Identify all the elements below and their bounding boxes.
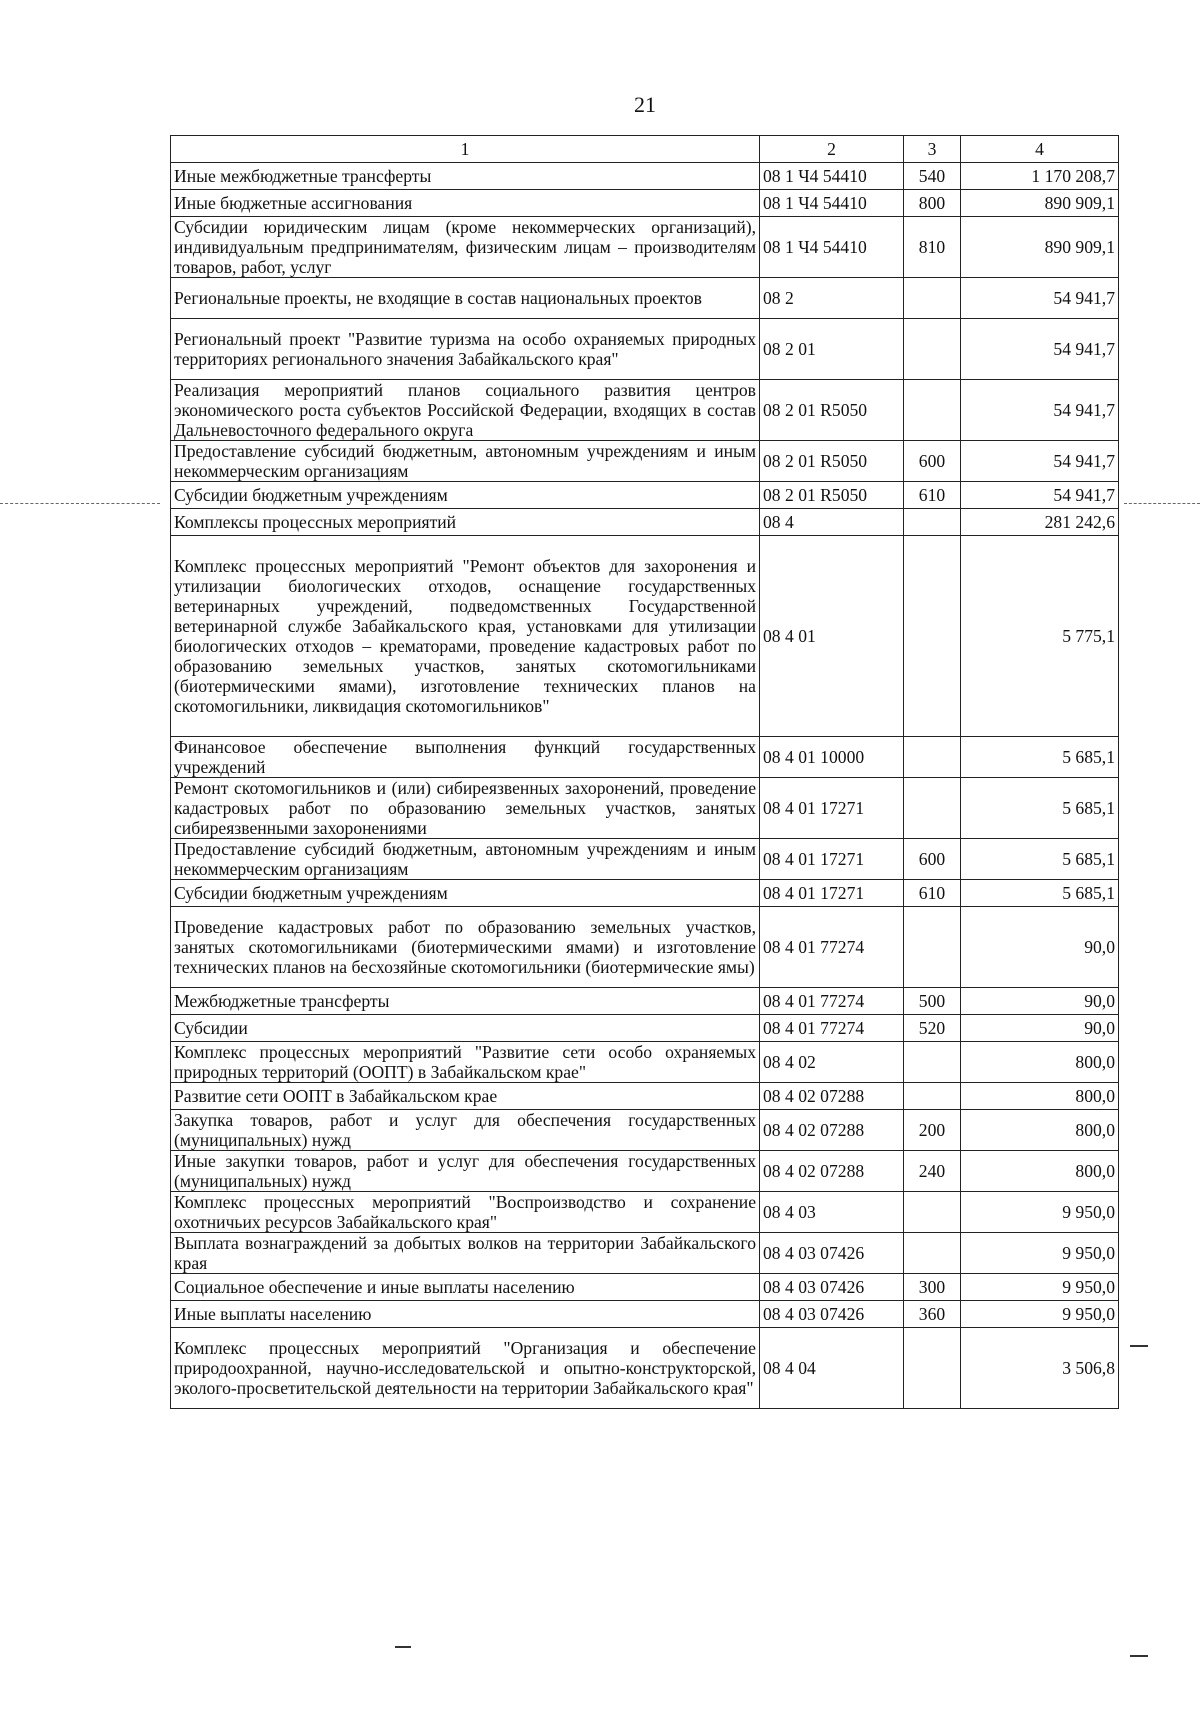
row-amount: 5 685,1 (961, 880, 1119, 907)
row-code: 08 4 01 77274 (760, 1015, 904, 1042)
row-name: Проведение кадастровых работ по образованию земельных участков, занятых скотомогильниками (биотермическими ямами) и изготовление технических планов на бесхозяйные скотомогильники (биотермические ямы) (171, 907, 760, 988)
row-code: 08 1 Ч4 54410 (760, 163, 904, 190)
budget-table (170, 135, 1119, 1409)
row-code: 08 4 02 07288 (760, 1083, 904, 1110)
row-code: 08 1 Ч4 54410 (760, 217, 904, 278)
row-name: Развитие сети ООПТ в Забайкальском крае (171, 1083, 760, 1110)
row-code: 08 4 01 (760, 536, 904, 737)
scan-mark (1130, 1655, 1148, 1657)
header-row (171, 136, 1119, 163)
row-amount: 90,0 (961, 1015, 1119, 1042)
row-code: 08 2 01 R5050 (760, 482, 904, 509)
row-amount: 54 941,7 (961, 278, 1119, 319)
row-name: Субсидии бюджетным учреждениям (171, 482, 760, 509)
table-row (171, 1083, 1119, 1110)
row-type (904, 509, 961, 536)
table-row (171, 536, 1119, 737)
row-name: Комплекс процессных мероприятий "Воспроизводство и сохранение охотничьих ресурсов Забайкальского края" (171, 1192, 760, 1233)
row-code: 08 4 01 77274 (760, 988, 904, 1015)
row-code: 08 4 01 17271 (760, 778, 904, 839)
row-name: Иные выплаты населению (171, 1301, 760, 1328)
row-amount: 800,0 (961, 1083, 1119, 1110)
row-name: Комплекс процессных мероприятий "Развитие сети особо охраняемых природных территорий (ООПТ) в Забайкальском крае" (171, 1042, 760, 1083)
table-row (171, 190, 1119, 217)
table-row (171, 380, 1119, 441)
row-name: Предоставление субсидий бюджетным, автономным учреждениям и иным некоммерческим организациям (171, 441, 760, 482)
row-type: 810 (904, 217, 961, 278)
row-amount: 5 685,1 (961, 839, 1119, 880)
row-type: 200 (904, 1110, 961, 1151)
row-amount: 9 950,0 (961, 1301, 1119, 1328)
row-type (904, 1083, 961, 1110)
table-row (171, 1233, 1119, 1274)
column-header-name: 1 (171, 136, 760, 163)
column-header-type: 3 (904, 136, 961, 163)
row-name: Субсидии (171, 1015, 760, 1042)
table-row (171, 482, 1119, 509)
row-code: 08 2 (760, 278, 904, 319)
row-amount: 90,0 (961, 988, 1119, 1015)
row-amount: 5 685,1 (961, 778, 1119, 839)
row-type: 540 (904, 163, 961, 190)
row-name: Комплекс процессных мероприятий "Ремонт объектов для захоронения и утилизации биологических отходов, оснащение государственных ветеринарных учреждений, подведомственных Государственной ветеринарной службе Забайкальского края, установками для утилизации биологических отходов – крематорами, проведение кадастровых работ по образованию земельных участков, занятых скотомогильниками (биотермическими ямами), изготовление технических планов на скотомогильники, ликвидация скотомогильников" (171, 536, 760, 737)
table-row (171, 1042, 1119, 1083)
row-amount: 9 950,0 (961, 1274, 1119, 1301)
row-type: 600 (904, 839, 961, 880)
column-header-amount: 4 (961, 136, 1119, 163)
row-name: Региональный проект "Развитие туризма на особо охраняемых природных территориях регионального значения Забайкальского края" (171, 319, 760, 380)
row-name: Ремонт скотомогильников и (или) сибиреязвенных захоронений, проведение кадастровых работ по образованию земельных участков, занятых сибиреязвенными захоронениями (171, 778, 760, 839)
table-row (171, 1301, 1119, 1328)
row-type (904, 1192, 961, 1233)
table-row (171, 778, 1119, 839)
scan-line-right (1124, 503, 1200, 504)
table-row (171, 1192, 1119, 1233)
row-amount: 54 941,7 (961, 380, 1119, 441)
row-amount: 5 775,1 (961, 536, 1119, 737)
row-code: 08 4 (760, 509, 904, 536)
row-type: 360 (904, 1301, 961, 1328)
table-row (171, 839, 1119, 880)
table-row (171, 880, 1119, 907)
row-amount: 54 941,7 (961, 482, 1119, 509)
row-name: Финансовое обеспечение выполнения функций государственных учреждений (171, 737, 760, 778)
row-type (904, 536, 961, 737)
row-name: Закупка товаров, работ и услуг для обеспечения государственных (муниципальных) нужд (171, 1110, 760, 1151)
row-type (904, 778, 961, 839)
table-row (171, 319, 1119, 380)
row-name: Иные бюджетные ассигнования (171, 190, 760, 217)
table-row (171, 163, 1119, 190)
row-amount: 890 909,1 (961, 217, 1119, 278)
row-name: Межбюджетные трансферты (171, 988, 760, 1015)
row-name: Комплексы процессных мероприятий (171, 509, 760, 536)
table-row (171, 1151, 1119, 1192)
row-amount: 90,0 (961, 907, 1119, 988)
row-type (904, 1328, 961, 1409)
row-code: 08 4 03 07426 (760, 1301, 904, 1328)
table-row (171, 1328, 1119, 1409)
row-type (904, 907, 961, 988)
row-type: 240 (904, 1151, 961, 1192)
scan-line-left (0, 503, 160, 504)
row-name: Социальное обеспечение и иные выплаты населению (171, 1274, 760, 1301)
row-code: 08 4 01 17271 (760, 839, 904, 880)
row-type: 300 (904, 1274, 961, 1301)
row-code: 08 4 02 07288 (760, 1151, 904, 1192)
row-type: 600 (904, 441, 961, 482)
row-name: Субсидии юридическим лицам (кроме некоммерческих организаций), индивидуальным предпринимателям, физическим лицам – производителям товаров, работ, услуг (171, 217, 760, 278)
row-amount: 890 909,1 (961, 190, 1119, 217)
row-name: Иные межбюджетные трансферты (171, 163, 760, 190)
row-type: 520 (904, 1015, 961, 1042)
row-type (904, 319, 961, 380)
table-row (171, 1110, 1119, 1151)
row-amount: 281 242,6 (961, 509, 1119, 536)
table-row (171, 988, 1119, 1015)
row-name: Реализация мероприятий планов социального развития центров экономического роста субъектов Российской Федерации, входящих в состав Дальневосточного федерального округа (171, 380, 760, 441)
row-type (904, 278, 961, 319)
row-code: 08 4 04 (760, 1328, 904, 1409)
row-amount: 54 941,7 (961, 319, 1119, 380)
table-row (171, 509, 1119, 536)
row-type: 800 (904, 190, 961, 217)
page-number: 21 (634, 92, 656, 117)
column-header-code: 2 (760, 136, 904, 163)
row-type (904, 1233, 961, 1274)
table-row (171, 441, 1119, 482)
table-row (171, 278, 1119, 319)
row-code: 08 4 03 (760, 1192, 904, 1233)
row-type: 610 (904, 880, 961, 907)
row-code: 08 4 01 10000 (760, 737, 904, 778)
scan-mark (395, 1646, 411, 1648)
row-name: Субсидии бюджетным учреждениям (171, 880, 760, 907)
row-name: Предоставление субсидий бюджетным, автономным учреждениям и иным некоммерческим организациям (171, 839, 760, 880)
row-type: 610 (904, 482, 961, 509)
row-code: 08 4 02 (760, 1042, 904, 1083)
row-code: 08 2 01 R5050 (760, 441, 904, 482)
row-name: Комплекс процессных мероприятий "Организация и обеспечение природоохранной, научно-исследовательской и опытно-конструкторской, эколого-просветительской деятельности на территории Забайкальского края" (171, 1328, 760, 1409)
row-amount: 800,0 (961, 1042, 1119, 1083)
row-amount: 5 685,1 (961, 737, 1119, 778)
row-code: 08 2 01 R5050 (760, 380, 904, 441)
row-type (904, 1042, 961, 1083)
row-amount: 800,0 (961, 1151, 1119, 1192)
row-name: Иные закупки товаров, работ и услуг для обеспечения государственных (муниципальных) нужд (171, 1151, 760, 1192)
table-row (171, 1274, 1119, 1301)
row-code: 08 4 01 77274 (760, 907, 904, 988)
row-code: 08 4 03 07426 (760, 1274, 904, 1301)
row-code: 08 4 01 17271 (760, 880, 904, 907)
row-name: Выплата вознаграждений за добытых волков на территории Забайкальского края (171, 1233, 760, 1274)
row-name: Региональные проекты, не входящие в состав национальных проектов (171, 278, 760, 319)
row-code: 08 4 02 07288 (760, 1110, 904, 1151)
row-amount: 3 506,8 (961, 1328, 1119, 1409)
row-type (904, 737, 961, 778)
scan-mark (1130, 1345, 1148, 1347)
row-amount: 1 170 208,7 (961, 163, 1119, 190)
row-amount: 9 950,0 (961, 1192, 1119, 1233)
row-amount: 54 941,7 (961, 441, 1119, 482)
row-amount: 800,0 (961, 1110, 1119, 1151)
table-row (171, 737, 1119, 778)
table-row (171, 907, 1119, 988)
row-code: 08 1 Ч4 54410 (760, 190, 904, 217)
row-type: 500 (904, 988, 961, 1015)
table-row (171, 217, 1119, 278)
row-type (904, 380, 961, 441)
row-amount: 9 950,0 (961, 1233, 1119, 1274)
row-code: 08 2 01 (760, 319, 904, 380)
table-row (171, 1015, 1119, 1042)
row-code: 08 4 03 07426 (760, 1233, 904, 1274)
